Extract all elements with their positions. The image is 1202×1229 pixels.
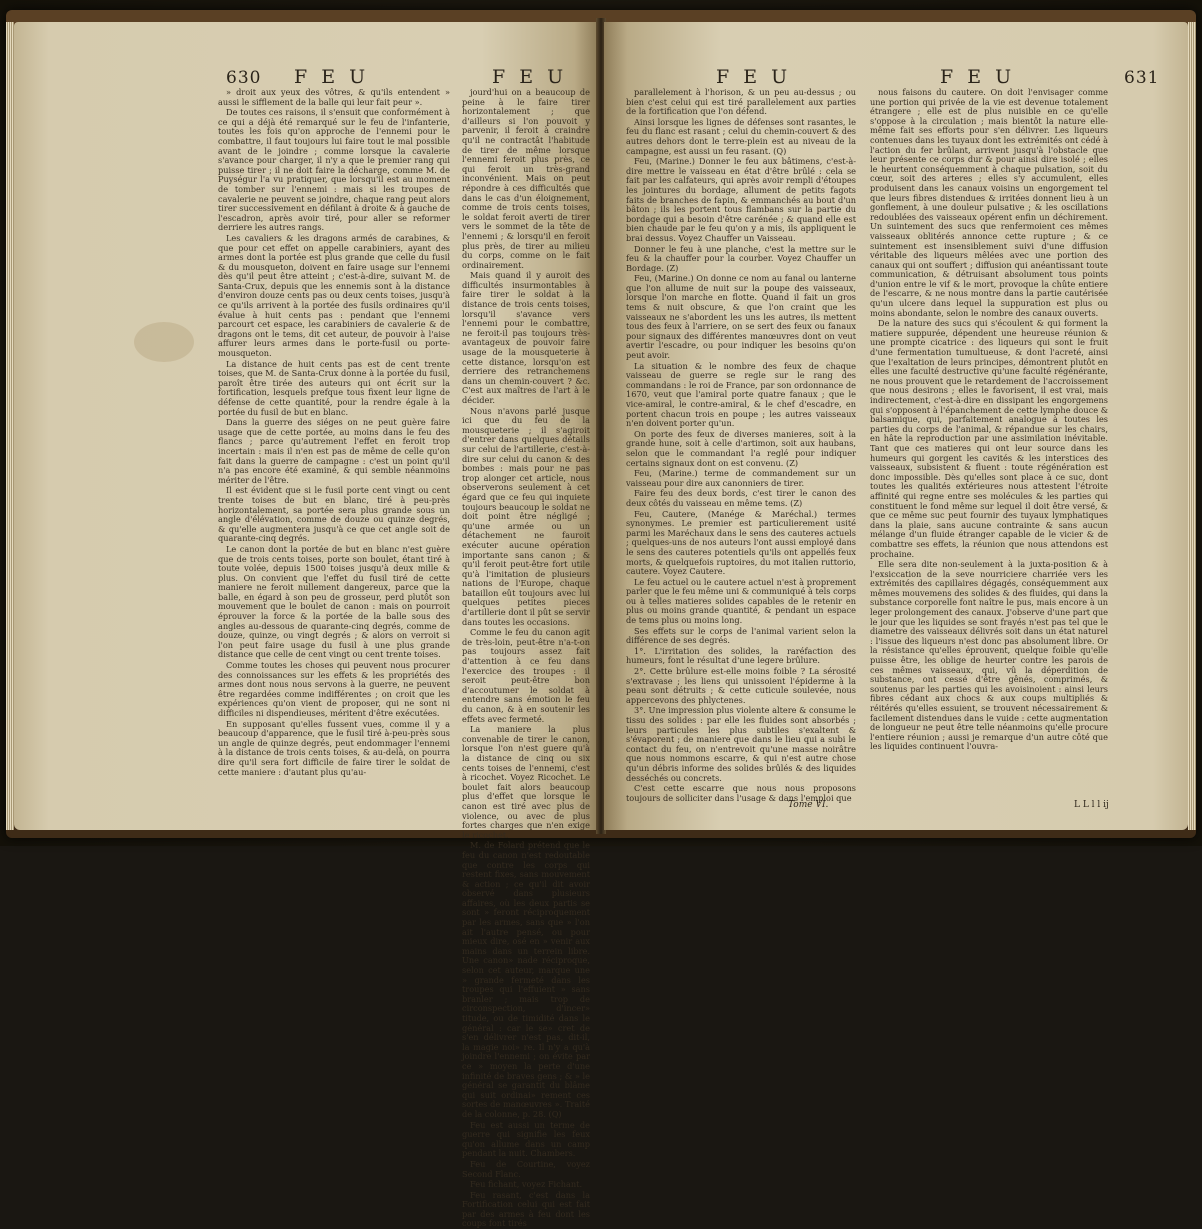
paragraph: Feu fichant, voyez Fichant. [470, 1179, 583, 1190]
paragraph: Le feu actuel ou le cautere actuel n'est à proprement parler que le feu même uni & communiqué à tels corps ou à telles matieres solides capables de le retenir en plus ou moins grande quantité, & pendant un espace de tems plus ou moins long. [626, 576, 856, 626]
paragraph: Le canon dont la portée de but en blanc n'est guère que de trois cents toises, porte son boulet, étant tiré à toute volée, depuis 1500 toises jusqu'à deux mille & plus. On convient que l'effet du fusil tiré de cette maniere ne feroit nullement dangereux, parce que la balle, en égard à son peu de grosseur, perd plutôt son mouvement que le boulet de canon : mais on pourroit éprouver la force & la portée de la balle sous des angles au-dessous de quarante-cinq degrés, comme de douze, quinze, ou vingt degrés ; & alors on verroit si l'on peut faire usage du fusil à une plus grande distance que celle de cent vingt ou cent trente toises. [218, 543, 450, 660]
right-header-word-1: F E U [716, 66, 792, 88]
left-page [14, 22, 598, 1229]
paragraph: En supposant qu'elles fussent vues, comme il y a beaucoup d'apparence, que le fusil tiré à-peu-près sous un angle de quinze degrés, peut endommager l'ennemi à la distance de trois cents toises, & au-delà, on pourra dire qu'il sera fort difficile de faire tirer le soldat de cette maniere : d'autant plus qu'au- [218, 718, 450, 777]
paragraph: Mais quand il y auroit des difficultés insurmontables à faire tirer le soldat à la distance de trois cents toises, lorsqu'il s'avance vers l'ennemi pour le combattre, ne feroit-il pas toujours très-avantageux de pouvoir faire usage de la mousqueterie à cette distance, lorsqu'on est derriere des retranchemens dans un chemin-couvert ? &c. C'est aux maîtres de l'art à le décider. [462, 270, 590, 405]
left-page-number: 630 [226, 68, 262, 88]
paragraph: La situation & le nombre des feux de chaque vaisseau de guerre se regle sur le rang des commandans : le roi de France, par son ordonnance de 1670, veut que l'amiral porte quatre fanaux ; que le vice-amiral, le contre-amiral, & le chef d'escadre, en portent chacun trois en poupe ; les autres vaisseaux n'en doivent porter qu'un. [626, 360, 856, 429]
right-page [604, 22, 1188, 830]
paragraph: La distance de huit cents pas est de cent trente toises, que M. de Santa-Crux donne à la portée du fusil, paroît être tirée des auteurs qui ont écrit sur la fortification, lesquels prefque tous fixent leur ligne de défense de cette quantité, pour la rendre égale à la portée du fusil de but en blanc. [218, 358, 450, 417]
paragraph: Il est évident que si le fusil porte cent vingt ou cent trente toises de but en blanc, tiré à peu-près horizontalement, sa portée sera plus grande sous un angle d'élévation, comme de douze ou quinze degrés, & qu'elle augmentera jusqu'à ce que cet angle soit de quarante-cinq degrés. [218, 485, 450, 544]
paragraph: jourd'hui on a beaucoup de peine à le faire tirer horizontalement ; que d'ailleurs si l'on pouvoit y parvenir, il feroit à craindre qu'il ne contractât l'habitude de tirer de même lorsque l'ennemi feroit plus près, ce qui feroit un très-grand inconvénient. Mais on peut répondre à ces difficultés que dans le cas d'un éloignement, comme de trois cents toises, le soldat feroit averti de tirer vers le sommet de la tête de l'ennemi ; & lorsqu'il en feroit plus près, de tirer au milieu du corps, comme on le fait ordinairement. [462, 87, 590, 270]
paragraph: De la nature des sucs qui s'écoulent & qui forment la matiere suppurée, dépendent une heureuse réunion & une prompte cicatrice : des liqueurs qui sont le fruit d'une fermentation tumultueuse, & dont l'acreté, ainsi que l'exaltation de leurs principes, démontrent plutôt en elles une faculté destructive qu'une faculté régénérante, ne nous prouvent que le retardement de l'accroissement que nous desirons ; elles le favorisent, il est vrai, mais indirectement, c'est-à-dire en dissipant les engorgemens qui s'opposent à l'épanchement de cette lymphe douce & balsamique, qui, parfaitement analogue à toutes les parties du corps de l'animal, & répandue sur les chairs, en hâte la reproduction par une assimilation inévitable. Tant que ces matieres qui ont leur source dans les humeurs qui gorgent les cavités & les interstices des vaisseaux, subsistent & fluent : toute régénération est donc impossible. Dès qu'elles sont place à ce suc, dont toutes les qualités extérieures nous attestent l'étroite affinité qui regne entre ses molécules & les parties qui constituent le fond même sur lequel il doit être versé, & que ce même suc peut fournir des tuyaux lymphatiques dans la plaie, sans aucune contrainte & sans aucun mélange d'un fluide étranger capable de le vicier & de combattre ses effets, la réunion que nous attendons est prochaine. [870, 318, 1108, 559]
paragraph: Comme le feu du canon agit de très-loin, peut-être n'a-t-on pas toujours assez fait d'attention à ce feu dans l'exercice des troupes : il seroit peut-être bon d'accoutumer le soldat à entendre sans émotion le feu du canon, & à en soutenir les effets avec fermeté. [462, 627, 590, 724]
paragraph: Les cavaliers & les dragons armés de carabines, & que pour cet effet on appelle carabiniers, ayant des armes dont la portée est plus grande que celle du fusil & du mousqueton, doivent en faire usage sur l'ennemi dès qu'il peut être atteint ; c'est-à-dire, suivant M. de Santa-Crux, depuis que les ennemis sont à la distance d'environ douze cents pas ou deux cents toises, jusqu'à ce qu'ils arrivent à la portée des fusils ordinaires qu'il évalue à huit cents pas : pendant que l'ennemi parcourt cet espace, les carabiniers de cavalerie & de dragons ont le tems, dit cet auteur, de pouvoir à l'aise affurer leurs armes dans le porte-fusil ou porte-mousqueton. [218, 232, 450, 359]
right-page-number: 631 [1124, 68, 1160, 88]
paragraph: La maniere la plus convenable de tirer le canon, lorsque l'on n'est guere qu'à la distance de cinq ou six cents toises de l'ennemi, c'est à ricochet. Voyez Ricochet. Le boulet fait alors beaucoup plus d'effet que lorsque le canon est tiré avec plus de violence, ou avec de plus fortes charges que n'en exige le ricochet. [462, 724, 590, 840]
paragraph: Ses effets sur le corps de l'animal varient selon la différence de ses degrés. [626, 625, 856, 646]
paragraph: Feu rasant, c'est dans la Fortification celui qui est fait par des armes à feu dont les coups font tirés [462, 1189, 590, 1229]
volume-footer: Tome VI. [788, 800, 829, 810]
paragraph: On porte des feux de diverses manieres, soit à la grande hune, soit à celle d'artimon, soit aux haubans, selon que le commandant l'a reglé pour indiquer certains signaux dont on est convenu. (Z) [626, 428, 856, 468]
paragraph: Feu, Cautere, (Manége & Maréchal.) termes synonymes. Le premier est particulierement usité parmi les Maréchaux dans le sens des cauteres actuels ; quelques-uns de nos auteurs l'ont aussi employé dans le sens des cauteres potentiels qu'ils ont appellés feux morts, & quelquefois ruptoires, du mot italien ruttorio, cautere. Voyez Cautere. [626, 508, 856, 577]
paragraph: Feu, (Marine.) On donne ce nom au fanal ou lanterne que l'on allume de nuit sur la poupe des vaisseaux, lorsque l'on marche en flotte. Quand il fait un gros tems & nuit obscure, & que l'on craint que les vaisseaux ne s'abordent les uns les autres, ils mettent tous des feux à l'arriere, on se sert des feux ou fanaux pour signaux des différentes manœuvres dont on veut avertir l'escadre, ou pour indiquer les besoins qu'on peut avoir. [626, 273, 856, 361]
paragraph: M. de Folard prétend que le feu du canon n'est redoutable que contre les corps qui restent fixes, sans mouvement & action ; ce qu'il dit avoir observé dans plusieurs affaires, où les deux partis se sont » feront réciproquement par les armes, sans que » l'on ait l'autre pensé, ou pour mieux dire, osé en » venir aux mains dans un terrein libre. Une canon» nade réciproque, selon cet auteur, marque une » grande fermeté dans les troupes qui l'effuient » sans branler ; mais trop de circonspection, d'incer» titude, ou de timidité dans le général : car le se» cret de s'en délivrer n'est pas, dit-il, la magie noi» re. Il n'y a qu'à joindre l'ennemi ; on évite par ce » moyen la perte d'une infinité de braves gens ; & » le général se garantit du blâme qui suit ordinai» rement ces sortes de manœuvres ». Traité de la colonne, p. 28. (Q) [462, 840, 590, 1119]
left-header-word-1: F E U [294, 66, 370, 88]
paragraph: Nous n'avons parlé jusque ici que du feu de la mousqueterie ; il s'agiroit d'entrer dans quelques détails sur celui de l'artillerie, c'est-à-dire sur celui du canon & des bombes : mais pour ne pas trop alonger cet article, nous observerons seulement à cet égard que ce feu qui inquiete toujours beaucoup le soldat ne doit point être négligé ; qu'une armée ou un détachement ne fauroit exécuter aucune opération importante sans canon ; & qu'il feroit peut-être fort utile qu'à l'imitation de plusieurs nations de l'Europe, chaque bataillon eût toujours avec lui quelques petites pieces d'artillerie dont il pût se servir dans toutes les occasions. [462, 405, 590, 627]
left-column-2 [462, 87, 590, 1229]
paragraph: » droit aux yeux des vôtres, & qu'ils entendent » aussi le sifflement de la balle qui leur fait peur ». [218, 87, 450, 107]
paragraph: Feu, (Marine.) terme de commandement sur un vaisseau pour dire aux canonniers de tirer. [626, 468, 856, 488]
paragraph: Elle sera dite non-seulement à la juxta-position & à l'exsiccation de la seve nourriciere charriée vers les extrémités des capillaires dégagés, conséquemment aux mêmes mouvemens des solides & des fluides, qui dans la substance corporelle font naître le pus, mais encore à un leger prolongement des canaux. J'observe d'une part que le jour que les liquides se sont frayés n'est pas tel que le diametre des vaisseaux délivrés soit dans un état naturel : l'issue des liqueurs n'est donc pas absolument libre. Or la résistance qu'elles éprouvent, quelque foible qu'elle puisse être, les oblige de heurter contre les parois de ces mêmes vaisseaux, qui, vû la déperdition de substance, ont cessé d'être gênés, comprimés, & soutenus par les parties qui les avoisinoient : ainsi leurs fibres cédant aux chocs & aux coups multipliés & réitérés qu'elles essuient, se trouvent nécessairement & facilement distendues dans le vuide : cette augmentation de longueur ne peut être telle néanmoins qu'elle procure l'entiere réunion ; aussi je remarque d'un autre côté que les liquides continuent l'ouvra- [870, 559, 1108, 752]
paragraph: parallelement à l'horison, & un peu au-dessus ; ou bien c'est celui qui est tiré parallelement aux parties de la fortification que l'on défend. [626, 87, 856, 117]
paragraph: Dans la guerre des siéges on ne peut guère faire usage que de cette portée, au moins dans le feu des flancs ; parce qu'autrement l'effet en feroit trop incertain : mais il n'en est pas de même de celle qu'on fait dans la guerre de campagne : c'est un point qu'il n'a pas encore été examiné, & qui semble néanmoins mériter de l'être. [218, 417, 450, 485]
paragraph: Feu, (Marine.) Donner le feu aux bâtimens, c'est-à-dire mettre le vaisseau en état d'être brûlé : cela se fait par les calfateurs, qui après avoir rempli d'étoupes les jointures du bordage, allument de petits fagots faits de branches de fapin, & emmanchés au bout d'un bâton ; ils les portent tous flambans sur la partie du bordage qui a besoin d'être carénée ; & quand elle est bien chaude par le feu qu'on y a mis, ils appliquent le brai dessus. Voyez Chauffer un Vaisseau. [626, 156, 856, 243]
paragraph: 1°. L'irritation des solides, la raréfaction des humeurs, font le résultat d'une legere brûlure. [626, 645, 856, 666]
signature-mark: L L l l ij [1074, 800, 1109, 810]
right-header-word-2: F E U [940, 66, 1016, 88]
paragraph: nous faisons du cautere. On doit l'envisager comme une portion qui privée de la vie est devenue totalement étrangere ; elle est de plus nuisible en ce qu'elle s'oppose à la circulation ; mais bientôt la nature elle-même fait ses efforts pour s'en délivrer. Les liqueurs contenues dans les tuyaux dont les extrémités ont cédé à l'action du fer brûlant, arrivent jusqu'à l'obstacle que leur présente ce corps dur & pour ainsi dire isolé ; elles le heurtent conséquemment à chaque pulsation, soit du cœur, soit des arteres ; elles s'y accumulent, elles produisent dans les canaux voisins un engorgement tel que leurs fibres distendues & irritées donnent lieu à un gonflement, à une douleur pulsative ; & les oscillations redoublées des vaisseaux opérent enfin un déchirement. Un suintement des sucs que renfermoient ces mêmes vaisseaux oblitérés annonce cette rupture ; & ce suintement est insensiblement suivi d'une diffusion véritable des liqueurs mêlées avec une portion des canaux qui ont souffert ; diffusion qui anéantissant toute communication, & détruisant absolument tous points d'union entre le vif & le mort, provoque la chûte entiere de l'escarre, & ne nous montre dans la partie cautérisée qu'un ulcere dans lequel la suppuration est plus ou moins abondante, selon le nombre des canaux ouverts. [870, 87, 1108, 318]
paragraph: 2°. Cette brûlure est-elle moins foible ? La sérosité s'extravase ; les liens qui unissoient l'épiderme à la peau sont détruits ; & cette cuticule soulevée, nous appercevons des phlyctenes. [626, 666, 856, 705]
paper-stain [134, 322, 194, 362]
left-header-word-2: F E U [492, 66, 568, 88]
left-column-1 [218, 88, 450, 788]
right-column-1 [626, 87, 856, 803]
paragraph: Faire feu des deux bords, c'est tirer le canon des deux côtés du vaisseau en même tems. (Z) [626, 488, 856, 508]
page-edges-left [6, 22, 14, 830]
right-column-2 [870, 88, 1108, 796]
paragraph: C'est cette escarre que nous nous proposons toujours de solliciter dans l'usage & dans l'emploi que [626, 783, 856, 803]
paragraph: De toutes ces raisons, il s'ensuit que conformément à ce qui a déjà été remarqué sur le feu de l'infanterie, toutes les fois qu'on approche de l'ennemi pour le combattre, il faut toujours lui faire tout le mal possible avant de le joindre ; comme lorsque la cavalerie s'avance pour charger, il n'y a que le premier rang qui puisse tirer ; il ne doit faire la décharge, comme M. de Puységur l'a vu pratiquer, que lorsqu'il est au moment de tomber sur l'ennemi : mais si les troupes de cavalerie ne peuvent se joindre, chaque rang peut alors tirer successivement en défilant à droite & à gauche de l'escadron, après avoir tiré, pour aller se reformer derriere les autres rangs. [218, 107, 450, 233]
page-edges-right [1188, 22, 1196, 830]
paragraph: Donner le feu à une planche, c'est la mettre sur le feu & la chauffer pour la courber. Voyez Chauffer un Bordage. (Z) [626, 243, 856, 273]
paragraph: Feu est aussi un terme de guerre qui signifie les feux qu'on allume dans un camp pendant la nuit. Chambers. [462, 1119, 590, 1159]
paragraph: Ainsi lorsque les lignes de défenses sont rasantes, le feu du flanc est rasant ; celui du chemin-couvert & des autres dehors dont le terre-plein est au niveau de la campagne, est aussi un feu rasant. (Q) [626, 116, 856, 156]
paragraph: Comme toutes les choses qui peuvent nous procurer des connoissances sur les effets & les propriétés des armes dont nous nous servons à la guerre, ne peuvent être regardées comme indifférentes ; on croit que les expériences qu'on vient de proposer, qui ne sont ni difficiles ni dispendieuses, méritent d'être exécutées. [218, 660, 450, 718]
paragraph: 3°. Une impression plus violente altere & consume le tissu des solides : par elle les fluides sont absorbés ; leurs particules les plus subtiles s'exaltent & s'évaporent ; de maniere que dans le lieu qui a subi le contact du feu, on n'entrevoit qu'une masse noirâtre que nous nommons escarre, & qui n'est autre chose qu'un débris informe des solides brûlés & des liquides desséchés ou concrets. [626, 705, 856, 783]
paragraph: Feu de Courtine, voyez Second Flanc. [462, 1158, 590, 1179]
